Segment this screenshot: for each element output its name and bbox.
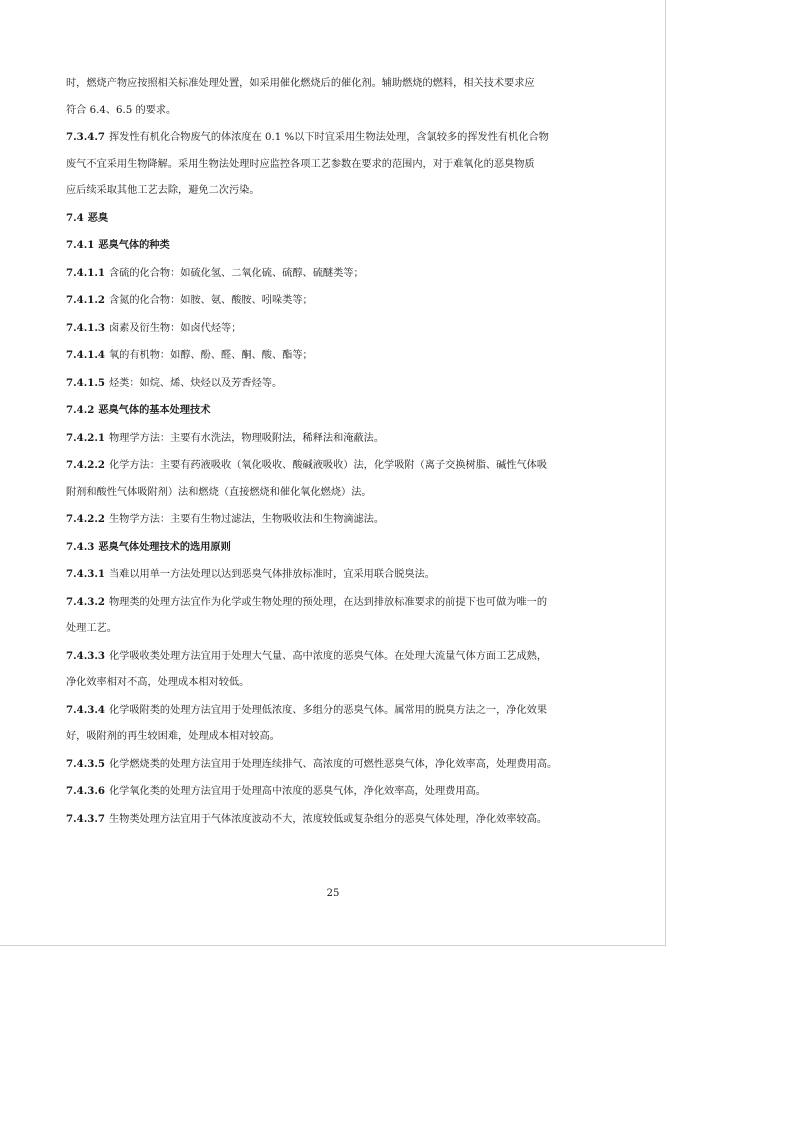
clause-number: 7.4.3.5 [66,757,105,770]
clause-text: 挥发性有机化合物废气的体浓度在 0.1 %以下时宜采用生物法处理，含氯较多的挥发性有机化合物 [109,132,549,143]
clause-number: 7.4.3.3 [66,649,105,662]
clause-text: 生物学方法：主要有生物过滤法，生物吸收法和生物滴滤法。 [109,514,385,525]
clause-text: 应后续采取其他工艺去除，避免二次污染。 [66,185,260,196]
paragraph-line [66,315,610,343]
paragraph-line [66,71,610,98]
section-heading [66,534,610,562]
clause-text: 氧的有机物：如醇、酚、醛、酮、酸、酯等； [109,350,313,361]
page-number: 25 [326,888,340,899]
clause-text: 烃类：如烷、烯、炔烃以及芳香烃等。 [109,377,283,389]
paragraph-line [66,670,610,697]
clause-text: 化学燃烧类的处理方法宜用于处理连续排气、高浓度的可燃性恶臭气体，净化效率高，处理费用高。 [109,758,558,770]
section-heading [66,397,610,425]
clause-number: 7.3.4.7 [66,131,105,143]
paragraph-line [66,480,610,507]
clause-number: 7.4.2 [66,404,95,416]
clause-text: 符合 6.4、6.5 的要求。 [66,104,177,116]
paragraph-line [66,124,610,152]
clause-text: 物理类的处理方法宜作为化学或生物处理的预处理，在达到排放标准要求的前提下也可做为唯一的 [109,596,548,608]
clause-number: 7.4.3.6 [66,785,105,797]
clause-text: 恶臭气体的种类 [98,239,170,251]
paragraph-line [66,806,610,834]
paragraph-line [66,751,610,779]
clause-number: 7.4.2.2 [66,459,105,471]
clause-text: 废气不宜采用生物降解。采用生物法处理时应监控各项工艺参数在要求的范围内，对于难氧化的恶臭物质 [66,158,535,170]
clause-text: 含硫的化合物：如硫化氢、二氧化硫、硫醇、硫醚类等； [109,267,364,279]
clause-number: 7.4.1 [66,239,95,251]
clause-number: 7.4 [66,211,84,224]
paragraph-line [66,506,610,534]
clause-text: 物理学方法：主要有水洗法，物理吸附法，稀释法和淹蔽法。 [109,432,385,444]
clause-text: 生物类处理方法宜用于气体浓度波动不大，浓度较低或复杂组分的恶臭气体处理，净化效率较高。 [109,813,548,825]
paragraph-line [66,287,610,315]
paragraph-line [66,425,610,453]
clause-text: 化学方法：主要有药液吸收（氧化吸收、酸碱液吸收）法，化学吸附（离子交换树脂、碱性气体吸 [109,460,548,471]
clause-text: 恶臭气体处理技术的选用原则 [98,540,231,553]
clause-text: 化学吸收类处理方法宜用于处理大气量、高中浓度的恶臭气体。在处理大流量气体方面工艺成熟， [109,650,548,662]
clause-text: 卤素及衍生物：如卤代烃等； [109,322,242,334]
clause-text: 含氮的化合物：如胺、氨、酸胺、吲哚类等； [109,295,313,306]
clause-text: 处理工艺。 [66,623,117,634]
section-heading [66,205,610,233]
clause-number: 7.4.3.1 [66,568,105,580]
paragraph-line [66,260,610,288]
paragraph-line [66,452,610,480]
clause-text: 净化效率相对不高，处理成本相对较低。 [66,677,250,688]
clause-number: 7.4.1.3 [66,321,105,334]
paragraph-line [66,643,610,671]
clause-number: 7.4.3 [66,540,95,553]
clause-text: 当难以用单一方法处理以达到恶臭气体排放标准时，宜采用联合脱臭法。 [109,569,435,580]
clause-number: 7.4.1.1 [66,266,105,279]
clause-number: 7.4.1.5 [66,376,105,389]
clause-number: 7.4.3.7 [66,812,105,825]
paragraph-line [66,697,610,725]
clause-number: 7.4.1.4 [66,349,105,361]
paragraph-line [66,98,610,125]
paragraph-line [66,152,610,179]
paragraph-line [66,561,610,589]
clause-number: 7.4.1.2 [66,294,105,306]
clause-text: 恶臭 [87,211,109,224]
paragraph-line [66,616,610,643]
clause-text: 附剂和酸性气体吸附剂）法和燃烧（直接燃烧和催化氧化燃烧）法。 [66,486,372,498]
clause-number: 7.4.2.2 [66,513,105,525]
clause-text: 化学氧化类的处理方法宜用于处理高中浓度的恶臭气体，净化效率高，处理费用高。 [109,786,486,797]
section-heading [66,232,610,260]
clause-text: 恶臭气体的基本处理技术 [98,404,211,416]
paragraph-line [66,724,610,751]
paragraph-line [66,778,610,806]
clause-number: 7.4.2.1 [66,431,105,444]
paragraph-line [66,589,610,617]
clause-text: 好，吸附剂的再生较困难，处理成本相对较高。 [66,731,280,742]
paragraph-line [66,370,610,398]
paragraph-line [66,178,610,205]
clause-number: 7.4.3.2 [66,595,105,608]
paragraph-line [66,342,610,370]
clause-text: 化学吸附类的处理方法宜用于处理低浓度、多组分的恶臭气体。属常用的脱臭方法之一，净化效果 [109,704,548,716]
clause-text: 时，燃烧产物应按照相关标准处理处置，如采用催化燃烧后的催化剂。辅助燃烧的燃料，相关技术要求应 [66,78,535,89]
page-content [66,71,610,833]
clause-number: 7.4.3.4 [66,703,105,716]
